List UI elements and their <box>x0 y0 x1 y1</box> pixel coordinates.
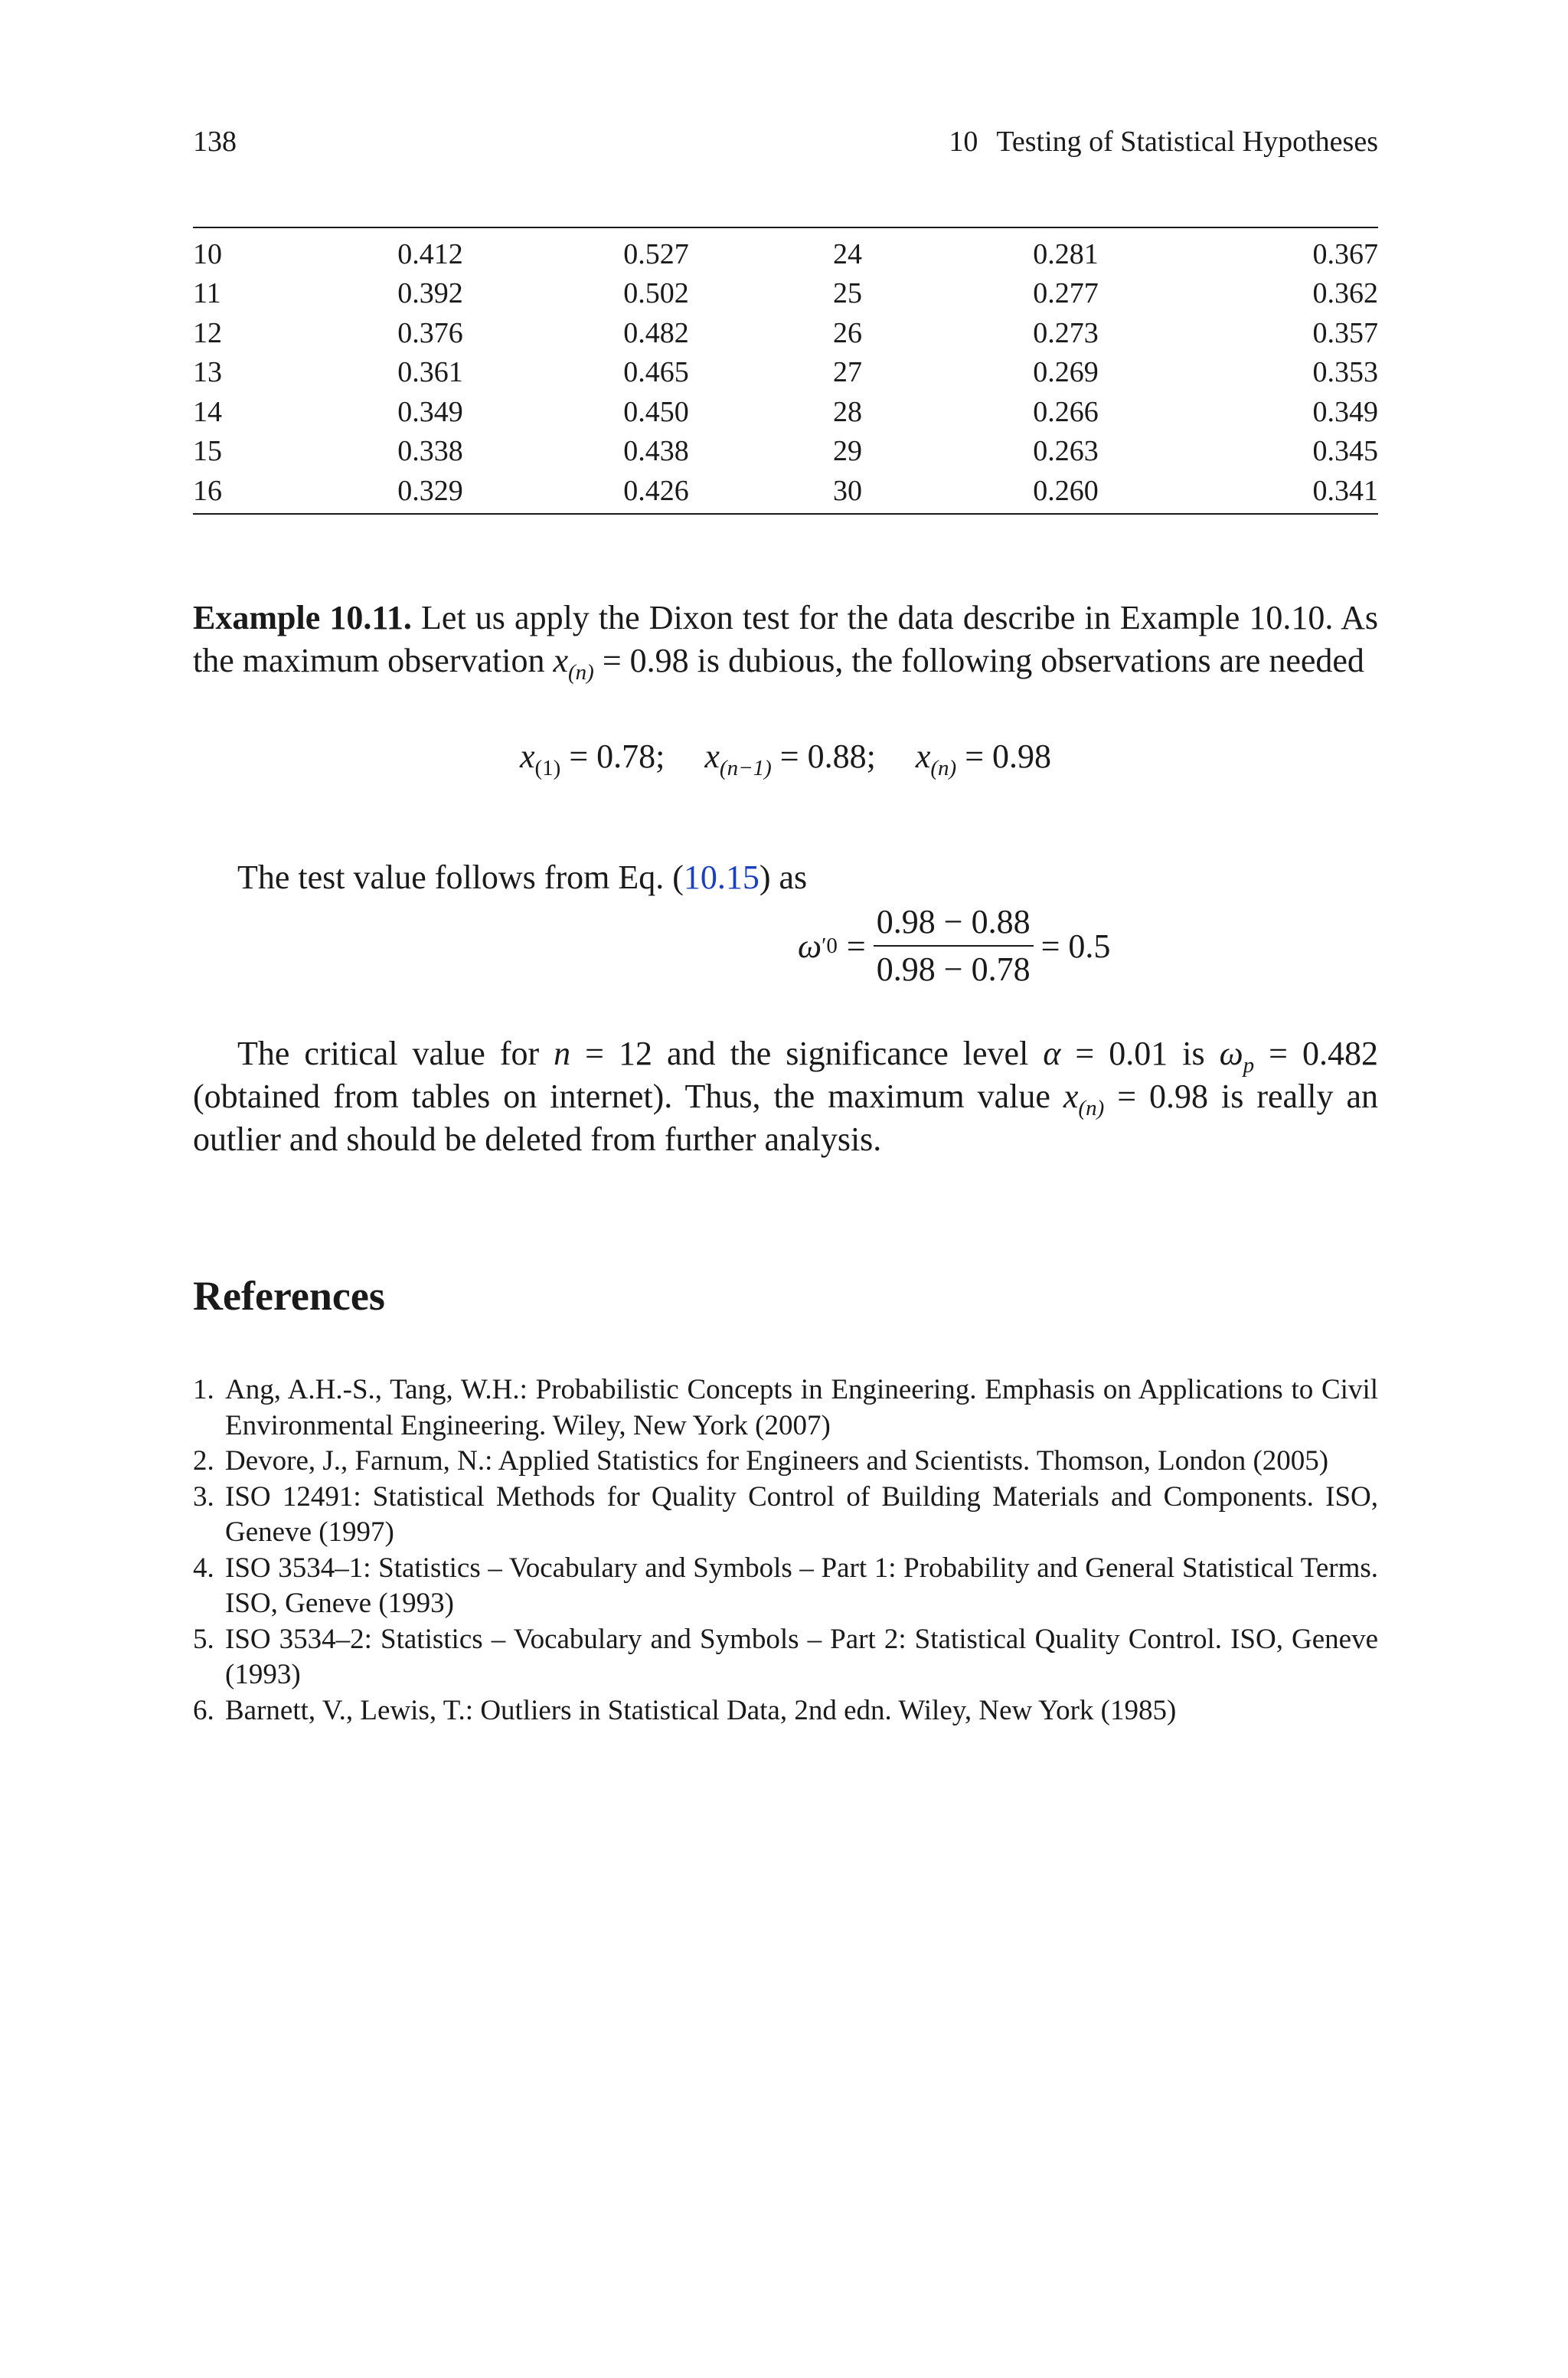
table-cell: 0.362 <box>1312 277 1378 310</box>
table-cell: 0.329 <box>397 474 463 507</box>
table-cell: 12 <box>193 316 222 349</box>
table-cell: 0.266 <box>1033 395 1099 428</box>
x1-value: = 0.78; <box>560 738 665 775</box>
fraction <box>874 904 1034 988</box>
equation-link[interactable]: 10.15 <box>683 859 760 896</box>
reference-text: Barnett, V., Lewis, T.: Outliers in Statistical Data, 2nd edn. Wiley, New York (1985) <box>225 1694 1177 1726</box>
critical-text-4: = 0.482 (obtained from tables on internet). Thus, the maximum value <box>193 1035 1378 1115</box>
table-cell: 0.269 <box>1033 356 1099 389</box>
table-cell: 0.376 <box>397 316 463 349</box>
subscript-n: (n) <box>568 659 594 685</box>
table-cell: 16 <box>193 474 222 507</box>
table-cell: 0.349 <box>1312 395 1378 428</box>
reference-number: 3. <box>193 1480 214 1513</box>
reference-item <box>193 1622 1378 1693</box>
xn1-value: = 0.88; <box>771 738 876 775</box>
table-cell: 14 <box>193 395 222 428</box>
reference-number: 6. <box>193 1694 214 1726</box>
table-cell: 13 <box>193 356 222 389</box>
table-cell: 15 <box>193 435 222 468</box>
table-cell: 0.263 <box>1033 435 1099 468</box>
table-cell: 0.260 <box>1033 474 1099 507</box>
table-row <box>193 353 1378 393</box>
table-cell: 0.281 <box>1033 237 1099 270</box>
reference-item <box>193 1693 1378 1729</box>
omega-symbol: ω <box>798 927 822 965</box>
reference-item <box>193 1444 1378 1480</box>
equals-sign: = <box>846 927 866 965</box>
critical-text-3: = 0.01 is <box>1060 1035 1220 1072</box>
table-row <box>193 392 1378 432</box>
table-cell: 25 <box>833 277 862 310</box>
example-text-after: is dubious, the following observations are needed <box>688 642 1364 679</box>
x-symbol: x <box>553 642 568 679</box>
table-row <box>193 313 1378 353</box>
table-cell: 24 <box>833 237 862 270</box>
reference-item <box>193 1551 1378 1622</box>
references-heading: References <box>193 1273 385 1319</box>
table-cell: 0.412 <box>397 237 463 270</box>
table-cell: 29 <box>833 435 862 468</box>
x-max-subscript: (n) <box>1078 1095 1105 1120</box>
test-value-text-after: ) as <box>759 859 808 896</box>
reference-text: Devore, J., Farnum, N.: Applied Statistics for Engineers and Scientists. Thomson, London (2005) <box>225 1445 1329 1477</box>
example-value: = 0.98 <box>593 642 689 679</box>
xn-symbol: x <box>915 738 931 775</box>
reference-text: ISO 3534–1: Statistics – Vocabulary and Symbols – Part 1: Probability and General Statistical Terms. ISO, Geneve (1993) <box>225 1552 1378 1619</box>
reference-number: 2. <box>193 1445 214 1477</box>
x1-symbol: x <box>519 738 535 775</box>
xn-subscript: (n) <box>930 755 957 780</box>
reference-item <box>193 1372 1378 1444</box>
table-cell: 0.361 <box>397 356 463 389</box>
table-cell: 30 <box>833 474 862 507</box>
table-cell: 0.465 <box>623 356 689 389</box>
page-number: 138 <box>193 126 237 158</box>
test-value-equation <box>798 904 1110 988</box>
table-cell: 0.392 <box>397 277 463 310</box>
n-symbol: n <box>554 1035 571 1072</box>
example-label: Example 10.11. <box>193 599 412 636</box>
omega-subscript: 0 <box>826 934 838 958</box>
table-cell: 0.527 <box>623 237 689 270</box>
table-cell: 0.367 <box>1312 237 1378 270</box>
x-max-symbol: x <box>1063 1078 1079 1115</box>
p-subscript: p <box>1243 1052 1255 1078</box>
table-cell: 0.277 <box>1033 277 1099 310</box>
table-cell: 0.345 <box>1312 435 1378 468</box>
critical-text-2: = 12 and the significance level <box>570 1035 1044 1072</box>
reference-number: 1. <box>193 1374 214 1405</box>
omega-p-symbol: ω <box>1219 1035 1243 1072</box>
table-row <box>193 471 1378 514</box>
critical-value-paragraph <box>193 1032 1378 1161</box>
reference-text: ISO 12491: Statistical Methods for Quality Control of Building Materials and Components. ISO, Geneve (1997) <box>225 1480 1378 1548</box>
alpha-symbol: α <box>1043 1035 1061 1072</box>
reference-number: 4. <box>193 1552 214 1584</box>
table-cell: 0.353 <box>1312 356 1378 389</box>
critical-text-5: = 0.98 is really an outlier and should be deleted from further analysis. <box>193 1078 1378 1158</box>
references-list <box>193 1372 1378 1729</box>
fraction-denominator: 0.98 − 0.78 <box>874 945 1034 988</box>
test-value-paragraph <box>237 856 807 899</box>
reference-item <box>193 1480 1378 1551</box>
table-cell: 0.502 <box>623 277 689 310</box>
running-title <box>949 124 1378 159</box>
observations-equation <box>193 737 1378 780</box>
table-cell: 0.482 <box>623 316 689 349</box>
equation-result: = 0.5 <box>1040 927 1111 965</box>
critical-text-1: The critical value for <box>237 1035 554 1072</box>
table-body <box>193 227 1378 514</box>
table-cell: 0.426 <box>623 474 689 507</box>
table-cell: 28 <box>833 395 862 428</box>
example-text-before: Let us apply the Dixon test for the data describe in Example 10.10. As the maximum observation <box>193 599 1379 679</box>
table-cell: 0.349 <box>397 395 463 428</box>
prime-mark: ′ <box>822 934 827 958</box>
table-row <box>193 227 1378 274</box>
fraction-numerator: 0.98 − 0.88 <box>876 903 1031 940</box>
x1-subscript: (1) <box>534 755 561 780</box>
table-cell: 0.438 <box>623 435 689 468</box>
xn1-symbol: x <box>704 738 720 775</box>
chapter-number: 10 <box>949 126 978 158</box>
test-value-text-before: The test value follows from Eq. ( <box>237 859 684 896</box>
xn1-subscript: (n−1) <box>719 755 772 780</box>
table-cell: 0.338 <box>397 435 463 468</box>
table-cell: 26 <box>833 316 862 349</box>
reference-number: 5. <box>193 1623 214 1655</box>
table-cell: 0.341 <box>1312 474 1378 507</box>
table-row <box>193 432 1378 472</box>
table-cell: 27 <box>833 356 862 389</box>
reference-text: Ang, A.H.-S., Tang, W.H.: Probabilistic Concepts in Engineering. Emphasis on Applications to Civil Environmental Engineering. Wiley, New York (2007) <box>225 1374 1378 1441</box>
table-cell: 10 <box>193 237 222 270</box>
table-cell: 0.357 <box>1312 316 1378 349</box>
xn-value: = 0.98 <box>956 738 1052 775</box>
reference-text: ISO 3534–2: Statistics – Vocabulary and Symbols – Part 2: Statistical Quality Control. ISO, Geneve (1993) <box>225 1623 1378 1690</box>
critical-values-table <box>193 227 1378 515</box>
chapter-title: Testing of Statistical Hypotheses <box>996 126 1378 158</box>
table-cell: 0.273 <box>1033 316 1099 349</box>
table-cell: 11 <box>193 277 221 310</box>
table-row <box>193 274 1378 314</box>
example-paragraph <box>193 597 1379 685</box>
table-cell: 0.450 <box>623 395 689 428</box>
